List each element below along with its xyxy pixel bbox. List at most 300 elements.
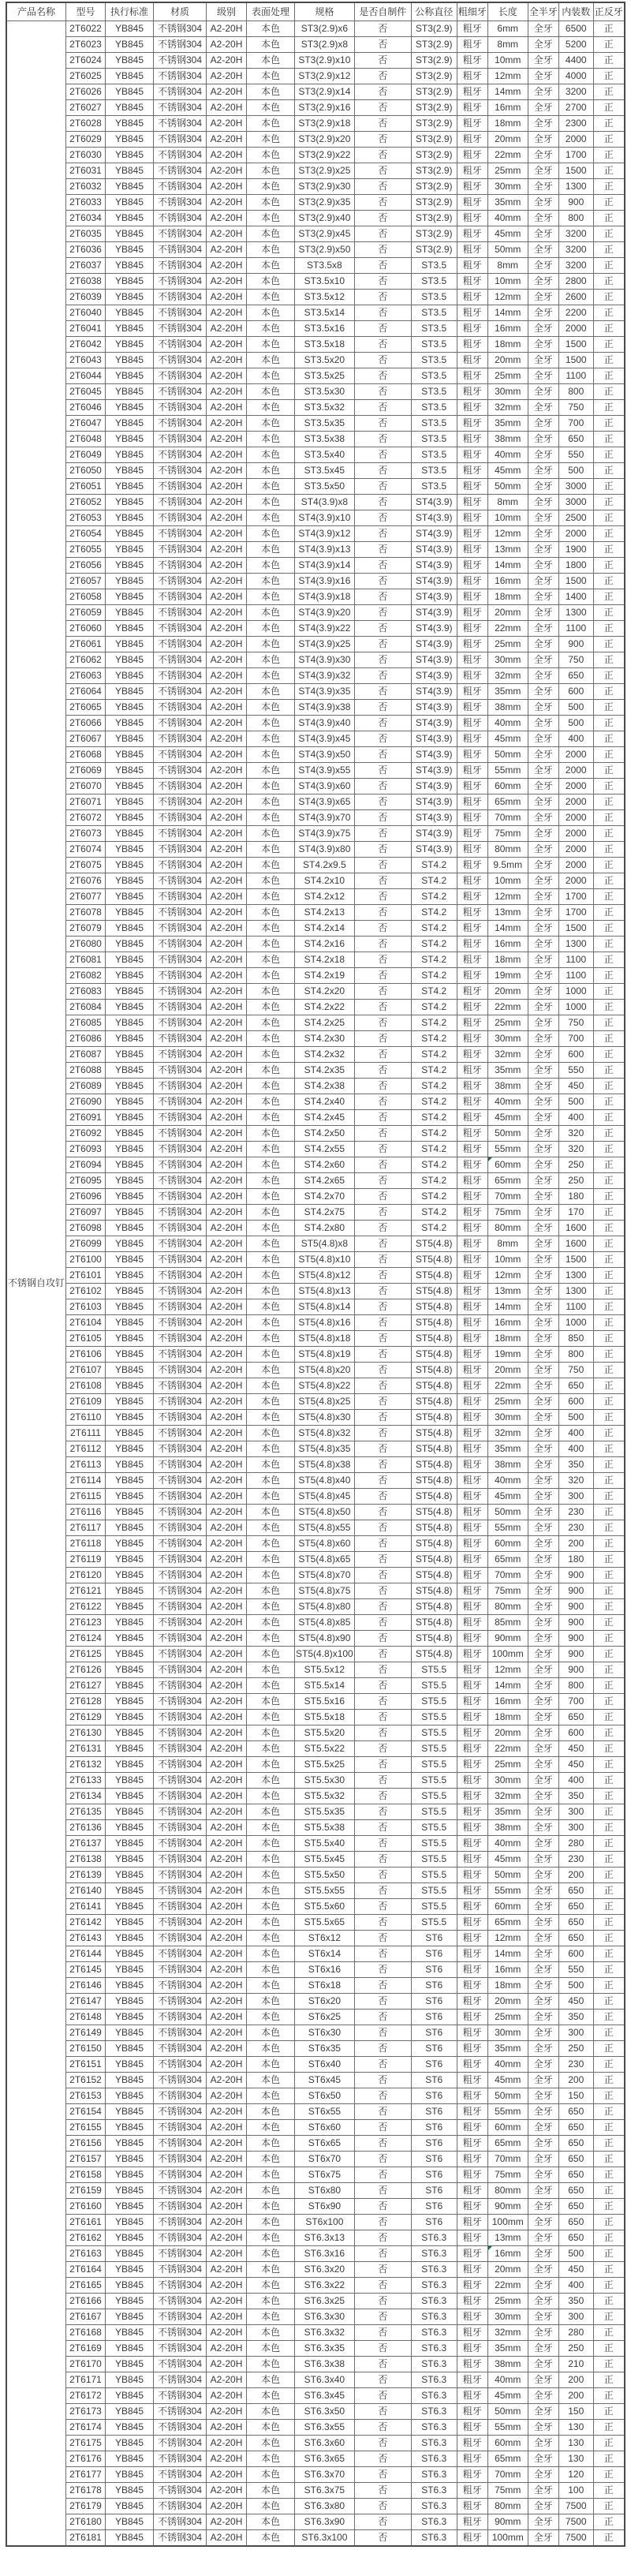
model-cell: 2T6105 — [66, 1331, 106, 1347]
direction-cell: 正 — [593, 400, 625, 416]
surface-cell: 本色 — [247, 2341, 295, 2357]
table-row — [6, 1694, 625, 1710]
pitch-cell: 粗牙 — [457, 652, 487, 668]
full-thread-cell: 全牙 — [528, 2483, 558, 2499]
surface-cell: 本色 — [247, 1142, 295, 1157]
standard-cell: YB845 — [106, 2451, 154, 2467]
diameter-cell: ST4.2 — [411, 1157, 457, 1173]
surface-cell: 本色 — [247, 1773, 295, 1789]
inner-qty-cell: 500 — [558, 700, 593, 716]
grade-cell: A2-20H — [207, 1221, 247, 1236]
grade-cell: A2-20H — [207, 2309, 247, 2325]
standard-cell: YB845 — [106, 668, 154, 684]
full-thread-cell: 全牙 — [528, 526, 558, 542]
direction-cell: 正 — [593, 1252, 625, 1268]
surface-cell: 本色 — [247, 2309, 295, 2325]
direction-cell: 正 — [593, 1568, 625, 1583]
inner-qty-cell: 750 — [558, 652, 593, 668]
length-cell: 30mm — [487, 384, 528, 400]
grade-cell: A2-20H — [207, 2404, 247, 2420]
spec-cell: ST5(4.8)x50 — [295, 1505, 355, 1520]
pitch-cell: 粗牙 — [457, 495, 487, 510]
diameter-cell: ST3.5 — [411, 447, 457, 463]
grade-cell: A2-20H — [207, 2246, 247, 2262]
diameter-cell: ST5(4.8) — [411, 1568, 457, 1583]
direction-cell: 正 — [593, 1110, 625, 1126]
model-cell: 2T6026 — [66, 84, 106, 100]
standard-cell: YB845 — [106, 810, 154, 826]
full-thread-cell: 全牙 — [528, 1063, 558, 1079]
inner-qty-cell: 750 — [558, 400, 593, 416]
table-row — [6, 526, 625, 542]
pitch-cell: 粗牙 — [457, 432, 487, 447]
grade-cell: A2-20H — [207, 716, 247, 731]
table-row — [6, 321, 625, 337]
material-cell: 不锈钢304 — [154, 2278, 207, 2294]
diameter-cell: ST4.2 — [411, 1094, 457, 1110]
model-cell: 2T6150 — [66, 2041, 106, 2057]
self-made-cell: 否 — [354, 1110, 411, 1126]
self-made-cell: 否 — [354, 1079, 411, 1094]
diameter-cell: ST5(4.8) — [411, 1505, 457, 1520]
diameter-cell: ST5.5 — [411, 1868, 457, 1883]
table-row — [6, 1394, 625, 1410]
standard-cell: YB845 — [106, 2278, 154, 2294]
full-thread-cell: 全牙 — [528, 574, 558, 589]
inner-qty-cell: 3000 — [558, 479, 593, 495]
spec-cell: ST4(3.9)x40 — [295, 716, 355, 731]
standard-cell: YB845 — [106, 1142, 154, 1157]
table-row — [6, 921, 625, 937]
diameter-cell: ST4(3.9) — [411, 810, 457, 826]
self-made-cell: 否 — [354, 1126, 411, 1142]
full-thread-cell: 全牙 — [528, 731, 558, 747]
spec-cell: ST5(4.8)x35 — [295, 1441, 355, 1457]
pitch-cell: 粗牙 — [457, 1252, 487, 1268]
table-row — [6, 1015, 625, 1031]
length-cell: 16mm — [487, 937, 528, 952]
self-made-cell: 否 — [354, 2420, 411, 2436]
grade-cell: A2-20H — [207, 1015, 247, 1031]
model-cell: 2T6156 — [66, 2136, 106, 2152]
standard-cell: YB845 — [106, 2420, 154, 2436]
diameter-cell: ST5.5 — [411, 1852, 457, 1868]
full-thread-cell: 全牙 — [528, 2215, 558, 2230]
surface-cell: 本色 — [247, 747, 295, 763]
diameter-cell: ST5(4.8) — [411, 1631, 457, 1647]
direction-cell: 正 — [593, 1378, 625, 1394]
self-made-cell: 否 — [354, 1031, 411, 1047]
surface-cell: 本色 — [247, 2483, 295, 2499]
pitch-cell: 粗牙 — [457, 1205, 487, 1221]
self-made-cell: 否 — [354, 1299, 411, 1315]
direction-cell: 正 — [593, 2436, 625, 2451]
grade-cell: A2-20H — [207, 2120, 247, 2136]
full-thread-cell: 全牙 — [528, 1410, 558, 1426]
full-thread-cell: 全牙 — [528, 2467, 558, 2483]
model-cell: 2T6170 — [66, 2357, 106, 2372]
material-cell: 不锈钢304 — [154, 2088, 207, 2104]
self-made-cell: 否 — [354, 1252, 411, 1268]
grade-cell: A2-20H — [207, 1599, 247, 1615]
grade-cell: A2-20H — [207, 1662, 247, 1678]
model-cell: 2T6168 — [66, 2325, 106, 2341]
pitch-cell: 粗牙 — [457, 416, 487, 432]
model-cell: 2T6043 — [66, 353, 106, 368]
self-made-cell: 否 — [354, 1631, 411, 1647]
grade-cell: A2-20H — [207, 195, 247, 211]
inner-qty-cell: 650 — [558, 1915, 593, 1931]
full-thread-cell: 全牙 — [528, 952, 558, 968]
inner-qty-cell: 2000 — [558, 747, 593, 763]
direction-cell: 正 — [593, 163, 625, 179]
direction-cell: 正 — [593, 2088, 625, 2104]
grade-cell: A2-20H — [207, 416, 247, 432]
length-cell: 75mm — [487, 2167, 528, 2183]
table-row — [6, 937, 625, 952]
material-cell: 不锈钢304 — [154, 2025, 207, 2041]
standard-cell: YB845 — [106, 2010, 154, 2025]
standard-cell: YB845 — [106, 1741, 154, 1757]
model-cell: 2T6045 — [66, 384, 106, 400]
material-cell: 不锈钢304 — [154, 1015, 207, 1031]
inner-qty-cell: 1000 — [558, 1000, 593, 1015]
pitch-cell: 粗牙 — [457, 2152, 487, 2167]
direction-cell: 正 — [593, 968, 625, 984]
length-cell: 65mm — [487, 2451, 528, 2467]
inner-qty-cell: 650 — [558, 1710, 593, 1725]
full-thread-cell: 全牙 — [528, 652, 558, 668]
diameter-cell: ST5.5 — [411, 1915, 457, 1931]
direction-cell: 正 — [593, 2483, 625, 2499]
full-thread-cell: 全牙 — [528, 1946, 558, 1962]
model-cell: 2T6085 — [66, 1015, 106, 1031]
direction-cell: 正 — [593, 1157, 625, 1173]
full-thread-cell: 全牙 — [528, 1441, 558, 1457]
direction-cell: 正 — [593, 747, 625, 763]
material-cell: 不锈钢304 — [154, 858, 207, 873]
diameter-cell: ST4(3.9) — [411, 747, 457, 763]
pitch-cell: 粗牙 — [457, 2294, 487, 2309]
table-row — [6, 100, 625, 116]
standard-cell: YB845 — [106, 1946, 154, 1962]
direction-cell: 正 — [593, 1126, 625, 1142]
spec-cell: ST4.2x38 — [295, 1079, 355, 1094]
material-cell: 不锈钢304 — [154, 984, 207, 1000]
full-thread-cell: 全牙 — [528, 2104, 558, 2120]
table-row — [6, 2152, 625, 2167]
diameter-cell: ST6 — [411, 2041, 457, 2057]
model-cell: 2T6163 — [66, 2246, 106, 2262]
standard-cell: YB845 — [106, 84, 154, 100]
spec-cell: ST5(4.8)x10 — [295, 1252, 355, 1268]
surface-cell: 本色 — [247, 1331, 295, 1347]
material-cell: 不锈钢304 — [154, 621, 207, 637]
diameter-cell: ST3.5 — [411, 400, 457, 416]
full-thread-cell: 全牙 — [528, 116, 558, 132]
pitch-cell: 粗牙 — [457, 1457, 487, 1473]
table-row — [6, 2041, 625, 2057]
table-row — [6, 1883, 625, 1899]
inner-qty-cell: 1500 — [558, 353, 593, 368]
standard-cell: YB845 — [106, 684, 154, 700]
full-thread-cell: 全牙 — [528, 1520, 558, 1536]
model-cell: 2T6031 — [66, 163, 106, 179]
spec-cell: ST4.2x25 — [295, 1015, 355, 1031]
full-thread-cell: 全牙 — [528, 463, 558, 479]
inner-qty-cell: 3200 — [558, 258, 593, 274]
length-cell: 45mm — [487, 731, 528, 747]
self-made-cell: 否 — [354, 1978, 411, 1994]
inner-qty-cell: 2700 — [558, 100, 593, 116]
standard-cell: YB845 — [106, 1883, 154, 1899]
direction-cell: 正 — [593, 1063, 625, 1079]
length-cell: 70mm — [487, 2152, 528, 2167]
full-thread-cell: 全牙 — [528, 1079, 558, 1094]
full-thread-cell: 全牙 — [528, 1236, 558, 1252]
standard-cell: YB845 — [106, 731, 154, 747]
direction-cell: 正 — [593, 2152, 625, 2167]
table-row — [6, 2057, 625, 2073]
spec-cell: ST4(3.9)x20 — [295, 605, 355, 621]
surface-cell: 本色 — [247, 637, 295, 652]
self-made-cell: 否 — [354, 2152, 411, 2167]
diameter-cell: ST6 — [411, 2136, 457, 2152]
direction-cell: 正 — [593, 2246, 625, 2262]
diameter-cell: ST6.3 — [411, 2294, 457, 2309]
spec-cell: ST5(4.8)x60 — [295, 1536, 355, 1552]
diameter-cell: ST6.3 — [411, 2372, 457, 2388]
model-cell: 2T6174 — [66, 2420, 106, 2436]
pitch-cell: 粗牙 — [457, 1284, 487, 1299]
full-thread-cell: 全牙 — [528, 1426, 558, 1441]
table-row — [6, 794, 625, 810]
table-row — [6, 242, 625, 258]
grade-cell: A2-20H — [207, 1047, 247, 1063]
diameter-cell: ST5.5 — [411, 1773, 457, 1789]
inner-qty-cell: 900 — [558, 1647, 593, 1662]
self-made-cell: 否 — [354, 1505, 411, 1520]
surface-cell: 本色 — [247, 1710, 295, 1725]
direction-cell: 正 — [593, 1221, 625, 1236]
model-cell: 2T6125 — [66, 1647, 106, 1662]
length-cell: 32mm — [487, 1789, 528, 1804]
model-cell: 2T6112 — [66, 1441, 106, 1457]
model-cell: 2T6154 — [66, 2104, 106, 2120]
length-cell: 38mm — [487, 1457, 528, 1473]
full-thread-cell: 全牙 — [528, 2041, 558, 2057]
table-row — [6, 305, 625, 321]
length-cell: 20mm — [487, 1994, 528, 2010]
full-thread-cell: 全牙 — [528, 700, 558, 716]
direction-cell: 正 — [593, 1583, 625, 1599]
spec-cell: ST3.5x12 — [295, 290, 355, 305]
spec-cell: ST4.2x70 — [295, 1189, 355, 1205]
self-made-cell: 否 — [354, 1173, 411, 1189]
spec-cell: ST4(3.9)x65 — [295, 794, 355, 810]
standard-cell: YB845 — [106, 1931, 154, 1946]
model-cell: 2T6123 — [66, 1615, 106, 1631]
table-row — [6, 1599, 625, 1615]
self-made-cell: 否 — [354, 2136, 411, 2152]
table-row — [6, 2088, 625, 2104]
grade-cell: A2-20H — [207, 2136, 247, 2152]
pitch-cell: 粗牙 — [457, 2514, 487, 2530]
full-thread-cell: 全牙 — [528, 1741, 558, 1757]
pitch-cell: 粗牙 — [457, 1331, 487, 1347]
pitch-cell: 粗牙 — [457, 1931, 487, 1946]
length-cell: 45mm — [487, 463, 528, 479]
grade-cell: A2-20H — [207, 1331, 247, 1347]
model-cell: 2T6160 — [66, 2199, 106, 2215]
standard-cell: YB845 — [106, 179, 154, 195]
direction-cell: 正 — [593, 242, 625, 258]
self-made-cell: 否 — [354, 179, 411, 195]
standard-cell: YB845 — [106, 1363, 154, 1378]
material-cell: 不锈钢304 — [154, 526, 207, 542]
full-thread-cell: 全牙 — [528, 2152, 558, 2167]
grade-cell: A2-20H — [207, 226, 247, 242]
column-header-2: 执行标准 — [106, 2, 154, 21]
direction-cell: 正 — [593, 984, 625, 1000]
surface-cell: 本色 — [247, 226, 295, 242]
standard-cell: YB845 — [106, 1031, 154, 1047]
table-row — [6, 873, 625, 889]
standard-cell: YB845 — [106, 305, 154, 321]
material-cell: 不锈钢304 — [154, 1331, 207, 1347]
diameter-cell: ST4(3.9) — [411, 637, 457, 652]
direction-cell: 正 — [593, 2262, 625, 2278]
surface-cell: 本色 — [247, 2246, 295, 2262]
spec-cell: ST5(4.8)x90 — [295, 1631, 355, 1647]
diameter-cell: ST6 — [411, 2167, 457, 2183]
self-made-cell: 否 — [354, 2088, 411, 2104]
inner-qty-cell: 300 — [558, 2025, 593, 2041]
direction-cell: 正 — [593, 637, 625, 652]
full-thread-cell: 全牙 — [528, 1047, 558, 1063]
length-cell: 32mm — [487, 668, 528, 684]
grade-cell: A2-20H — [207, 1205, 247, 1221]
diameter-cell: ST4.2 — [411, 1142, 457, 1157]
diameter-cell: ST4(3.9) — [411, 558, 457, 574]
model-cell: 2T6122 — [66, 1599, 106, 1615]
length-cell: 25mm — [487, 2010, 528, 2025]
length-cell: 40mm — [487, 211, 528, 226]
length-cell: 32mm — [487, 1426, 528, 1441]
full-thread-cell: 全牙 — [528, 1284, 558, 1299]
length-cell: 12mm — [487, 1662, 528, 1678]
grade-cell: A2-20H — [207, 1852, 247, 1868]
standard-cell: YB845 — [106, 984, 154, 1000]
self-made-cell: 否 — [354, 1236, 411, 1252]
pitch-cell: 粗牙 — [457, 1047, 487, 1063]
table-row — [6, 1505, 625, 1520]
full-thread-cell: 全牙 — [528, 937, 558, 952]
inner-qty-cell: 1700 — [558, 905, 593, 921]
full-thread-cell: 全牙 — [528, 1678, 558, 1694]
surface-cell: 本色 — [247, 1662, 295, 1678]
cell-flag-triangle-icon — [488, 2246, 492, 2250]
grade-cell: A2-20H — [207, 731, 247, 747]
spec-cell: ST6x50 — [295, 2088, 355, 2104]
grade-cell: A2-20H — [207, 1804, 247, 1820]
diameter-cell: ST4(3.9) — [411, 542, 457, 558]
grade-cell: A2-20H — [207, 69, 247, 84]
pitch-cell: 粗牙 — [457, 1583, 487, 1599]
pitch-cell: 粗牙 — [457, 1552, 487, 1568]
standard-cell: YB845 — [106, 873, 154, 889]
direction-cell: 正 — [593, 1015, 625, 1031]
table-body — [6, 21, 625, 2547]
grade-cell: A2-20H — [207, 652, 247, 668]
self-made-cell: 否 — [354, 2120, 411, 2136]
direction-cell: 正 — [593, 226, 625, 242]
length-cell: 12mm — [487, 1268, 528, 1284]
surface-cell: 本色 — [247, 1836, 295, 1852]
model-cell: 2T6179 — [66, 2499, 106, 2514]
standard-cell: YB845 — [106, 2388, 154, 2404]
direction-cell: 正 — [593, 937, 625, 952]
direction-cell: 正 — [593, 2073, 625, 2088]
pitch-cell: 粗牙 — [457, 100, 487, 116]
inner-qty-cell: 500 — [558, 1410, 593, 1426]
direction-cell: 正 — [593, 2499, 625, 2514]
grade-cell: A2-20H — [207, 1315, 247, 1331]
model-cell: 2T6052 — [66, 495, 106, 510]
spec-cell: ST6x20 — [295, 1994, 355, 2010]
model-cell: 2T6086 — [66, 1031, 106, 1047]
material-cell: 不锈钢304 — [154, 731, 207, 747]
pitch-cell: 粗牙 — [457, 842, 487, 858]
standard-cell: YB845 — [106, 826, 154, 842]
full-thread-cell: 全牙 — [528, 558, 558, 574]
spec-cell: ST6.3x35 — [295, 2341, 355, 2357]
standard-cell: YB845 — [106, 1284, 154, 1299]
diameter-cell: ST4.2 — [411, 1173, 457, 1189]
grade-cell: A2-20H — [207, 2341, 247, 2357]
direction-cell: 正 — [593, 2120, 625, 2136]
model-cell: 2T6131 — [66, 1741, 106, 1757]
pitch-cell: 粗牙 — [457, 1836, 487, 1852]
length-cell: 70mm — [487, 810, 528, 826]
standard-cell: YB845 — [106, 2514, 154, 2530]
table-row — [6, 1931, 625, 1946]
grade-cell: A2-20H — [207, 1836, 247, 1852]
spec-cell: ST6x70 — [295, 2152, 355, 2167]
standard-cell: YB845 — [106, 621, 154, 637]
direction-cell: 正 — [593, 1662, 625, 1678]
self-made-cell: 否 — [354, 2514, 411, 2530]
spec-cell: ST3(2.9)x12 — [295, 69, 355, 84]
diameter-cell: ST4(3.9) — [411, 842, 457, 858]
diameter-cell: ST4.2 — [411, 873, 457, 889]
full-thread-cell: 全牙 — [528, 1662, 558, 1678]
spec-cell: ST5(4.8)x80 — [295, 1599, 355, 1615]
surface-cell: 本色 — [247, 116, 295, 132]
direction-cell: 正 — [593, 1236, 625, 1252]
inner-qty-cell: 2000 — [558, 810, 593, 826]
table-row — [6, 179, 625, 195]
direction-cell: 正 — [593, 1142, 625, 1157]
model-cell: 2T6098 — [66, 1221, 106, 1236]
model-cell: 2T6056 — [66, 558, 106, 574]
full-thread-cell: 全牙 — [528, 2294, 558, 2309]
self-made-cell: 否 — [354, 447, 411, 463]
model-cell: 2T6023 — [66, 37, 106, 53]
table-row — [6, 53, 625, 69]
grade-cell: A2-20H — [207, 1157, 247, 1173]
material-cell: 不锈钢304 — [154, 84, 207, 100]
